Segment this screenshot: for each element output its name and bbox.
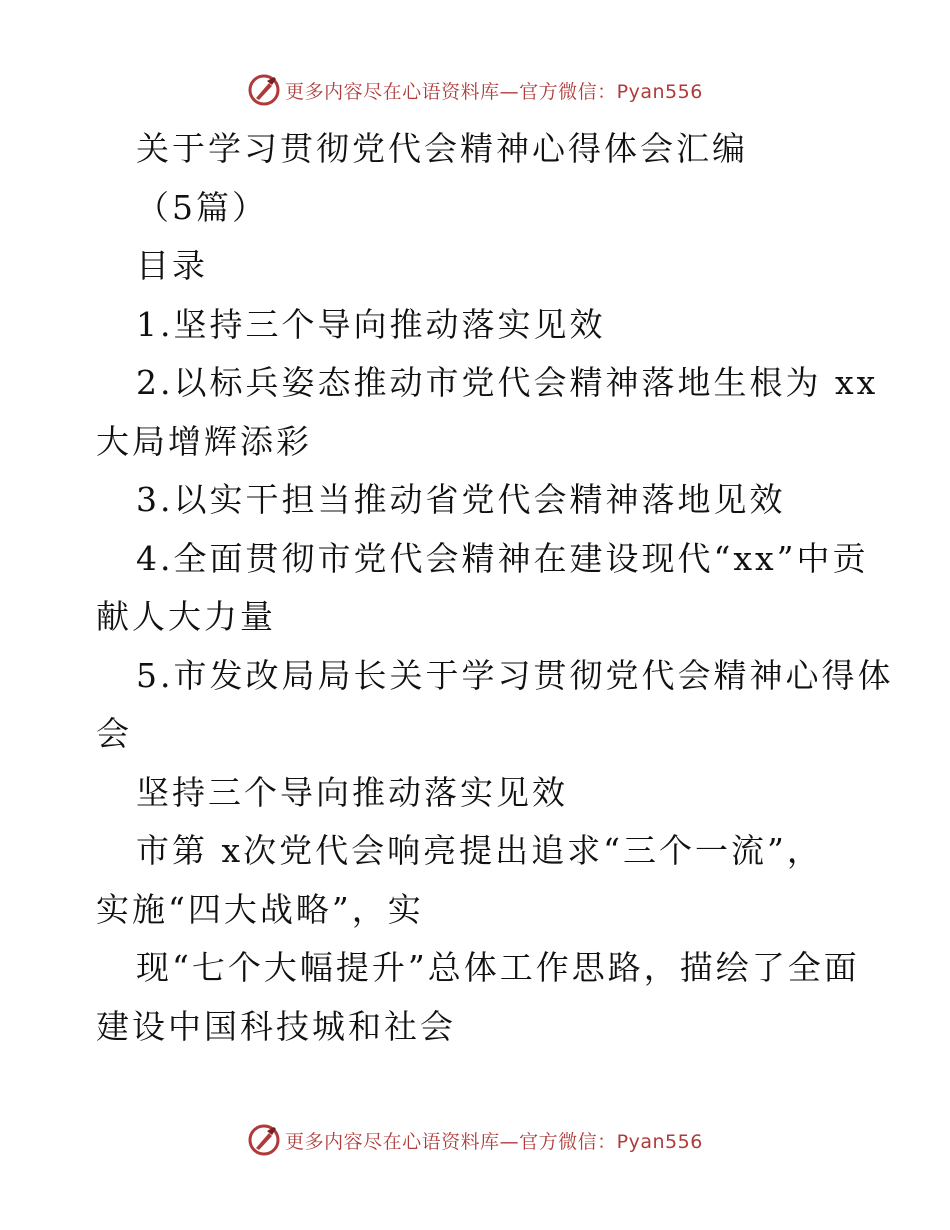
- document-body: [96, 120, 894, 1056]
- pen-logo-icon: [247, 73, 281, 107]
- body-paragraph-line: 实施“四大战略”，实: [96, 889, 424, 929]
- pen-logo-icon: [247, 1123, 281, 1157]
- body-paragraph-line: 市第 x次党代会响亮提出追求“三个一流”，: [136, 831, 823, 870]
- toc-item: 3.以实干担当推动省党代会精神落地见效: [136, 480, 786, 519]
- body-paragraph-line: 现“七个大幅提升”总体工作思路，描绘了全面: [136, 948, 860, 987]
- doc-title: 关于学习贯彻党代会精神心得体会汇编: [136, 129, 748, 168]
- toc-item: 4.全面贯彻市党代会精神在建设现代“xx”中贡: [136, 538, 869, 578]
- toc-item-continuation: 献人大力量: [96, 597, 276, 636]
- toc-item-continuation: 大局增辉添彩: [96, 421, 312, 461]
- body-paragraph-line: 建设中国科技城和社会: [96, 1006, 456, 1046]
- header-watermark-banner: [0, 70, 950, 110]
- toc-item-continuation: 会: [96, 714, 132, 753]
- doc-subtitle: （5篇）: [136, 187, 268, 227]
- toc-item: 2.以标兵姿态推动市党代会精神落地生根为 xx: [136, 363, 879, 402]
- footer-watermark-banner: [0, 1120, 950, 1160]
- watermark-text: 更多内容尽在心语资料库—官方微信：Pyan556: [285, 1130, 703, 1153]
- section-heading: 坚持三个导向推动落实见效: [136, 772, 568, 812]
- watermark-text: 更多内容尽在心语资料库—官方微信：Pyan556: [285, 80, 703, 103]
- toc-item: 5.市发改局局长关于学习贯彻党代会精神心得体: [136, 655, 894, 695]
- toc-item: 1.坚持三个导向推动落实见效: [136, 304, 606, 344]
- toc-heading: 目录: [136, 246, 208, 285]
